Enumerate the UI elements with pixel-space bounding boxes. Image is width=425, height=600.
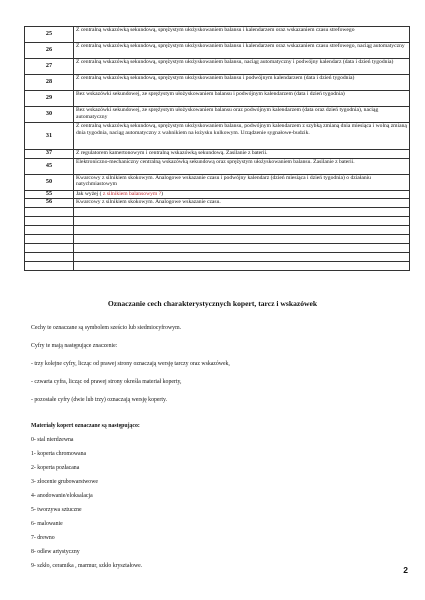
description-cell: Kwarcowy z silnikiem skokowym. Analogowe wskazanie czasu i podwójny kalendarz (dzień miesiąca i dzień tygodnia) o działaniu natychmiastowym bbox=[74, 174, 410, 190]
description-prefix: Jak wyżej ( bbox=[76, 190, 103, 197]
description-cell: Kwarcowy z silnikiem skokowym. Analogowe wskazanie czasu. bbox=[74, 199, 410, 208]
material-item: 5- tworzywa sztuczne bbox=[31, 507, 82, 513]
movement-codes-table bbox=[24, 26, 410, 271]
table-row bbox=[25, 150, 410, 159]
table-row bbox=[25, 43, 410, 59]
code-cell: 27 bbox=[25, 59, 74, 75]
intro-text: Cyfry te mają następujące znaczenie: bbox=[31, 343, 118, 349]
empty-table-row bbox=[25, 234, 410, 243]
materials-heading: Materiały kopert oznaczane są następująco: bbox=[31, 423, 140, 429]
table-row bbox=[25, 158, 410, 174]
table-row bbox=[25, 91, 410, 107]
code-cell: 25 bbox=[25, 27, 74, 43]
description-cell: Z centralną wskazówką sekundową, sprężystym ułożyskowaniem balansu i podwójnym kalendarzem (data i dzień tygodnia) bbox=[74, 75, 410, 91]
table-row bbox=[25, 27, 410, 43]
empty-table-row bbox=[25, 243, 410, 252]
description-cell: Z centralną wskazówką sekundową, sprężystym ułożyskowaniem balansu i kalendarzem oraz wskazaniem czasu strefowego, naciąg automatyczny bbox=[74, 43, 410, 59]
code-cell: 45 bbox=[25, 158, 74, 174]
material-item: 0- stal nierdzewna bbox=[31, 437, 74, 443]
empty-cell bbox=[74, 216, 410, 225]
empty-cell bbox=[25, 262, 74, 271]
table-row bbox=[25, 174, 410, 190]
material-item: 6- malowanie bbox=[31, 521, 63, 527]
description-suffix: ) bbox=[161, 190, 164, 197]
code-cell: 31 bbox=[25, 123, 74, 150]
description-cell: Z regulatorem kamertonowym i centralną wskazówką sekundową. Zasilanie z baterii. bbox=[74, 150, 410, 159]
description-cell: Bez wskazówki sekundowej, ze sprężystym ułożyskowaniem balansu oraz podwójnym kalendarzem (data oraz dzień tygodnia), naciąg automatyczny bbox=[74, 107, 410, 123]
description-cell: Bez wskazówki sekundowej, ze sprężystym ułożyskowaniem balansu i podwójnym kalendarzem (data i dzień tygodnia) bbox=[74, 91, 410, 107]
empty-cell bbox=[74, 252, 410, 261]
empty-cell bbox=[25, 207, 74, 216]
empty-cell bbox=[74, 262, 410, 271]
code-cell: 29 bbox=[25, 91, 74, 107]
table-row bbox=[25, 59, 410, 75]
material-item: 2- koperta pozłacana bbox=[31, 465, 80, 471]
code-cell: 37 bbox=[25, 150, 74, 159]
material-item: 1- koperta chromowana bbox=[31, 451, 87, 457]
code-cell: 30 bbox=[25, 107, 74, 123]
empty-table-row bbox=[25, 216, 410, 225]
table-row bbox=[25, 107, 410, 123]
material-item: 7- drewno bbox=[31, 535, 55, 541]
code-cell: 26 bbox=[25, 43, 74, 59]
table-row bbox=[25, 75, 410, 91]
code-cell: 55 bbox=[25, 190, 74, 199]
intro-text: Cechy te oznaczane są symbolem sześcio lub siedmiocyfrowym. bbox=[31, 325, 182, 331]
empty-cell bbox=[25, 243, 74, 252]
material-item: 4- anodowanie/eloksalacja bbox=[31, 493, 93, 499]
empty-table-row bbox=[25, 252, 410, 261]
empty-cell bbox=[74, 207, 410, 216]
section-title: Oznaczanie cech charakterystycznych kopert, tarcz i wskazówek bbox=[107, 299, 318, 308]
empty-cell bbox=[25, 234, 74, 243]
table-row bbox=[25, 123, 410, 150]
table-row bbox=[25, 190, 410, 199]
empty-cell bbox=[25, 252, 74, 261]
code-cell: 28 bbox=[25, 75, 74, 91]
material-item: 9- szkło, ceramika , marmur, szkło kryształowe. bbox=[31, 563, 143, 569]
empty-table-row bbox=[25, 207, 410, 216]
code-cell: 56 bbox=[25, 199, 74, 208]
bullet-item: - czwarta cyfra, licząc od prawej strony określa materiał koperty, bbox=[31, 379, 182, 385]
material-item: 3- złocenie grubowarstwowe bbox=[31, 479, 98, 485]
description-cell: Z centralną wskazówką sekundową, sprężystym ułożyskowaniem balansu, podwójnym kalendarzem z szybką zmianą dnia miesiąca i wolną zmianą dnia tygodnia, naciąg automatyczny z wahnikiem na łożysku kulkowym. Urządzenie sygnałowe-budzik. bbox=[74, 123, 410, 150]
bullet-item: - pozostałe cyfry (dwie lub trzy) oznaczają wersję koperty. bbox=[31, 397, 167, 403]
bullet-item: - trzy kolejne cyfry, licząc od prawej strony oznaczają wersję tarczy oraz wskazówek, bbox=[31, 361, 230, 367]
empty-cell bbox=[74, 234, 410, 243]
description-cell: Z centralną wskazówką sekundową, sprężystym ułożyskowaniem balansu, naciąg automatyczny i podwójny kalendarz (data i dzień tygodnia) bbox=[74, 59, 410, 75]
description-cell bbox=[74, 190, 410, 199]
description-cell: Z centralną wskazówką sekundową, sprężystym ułożyskowaniem balansu i kalendarzem oraz wskazaniem czasu strefowego bbox=[74, 27, 410, 43]
empty-table-row bbox=[25, 225, 410, 234]
empty-cell bbox=[25, 216, 74, 225]
red-annotation: z silnikiem balansowym ? bbox=[102, 190, 162, 197]
empty-cell bbox=[74, 243, 410, 252]
description-cell: Elektroniczno-mechaniczny centralną wskazówką sekundową oraz sprężystym ułożyskowaniem balansu. Zasilanie z baterii. bbox=[74, 158, 410, 174]
empty-table-row bbox=[25, 262, 410, 271]
table-row bbox=[25, 199, 410, 208]
material-item: 8- odlew artystyczny bbox=[31, 549, 80, 555]
empty-cell bbox=[25, 225, 74, 234]
empty-cell bbox=[74, 225, 410, 234]
code-cell: 50 bbox=[25, 174, 74, 190]
page-number: 2 bbox=[403, 565, 408, 575]
